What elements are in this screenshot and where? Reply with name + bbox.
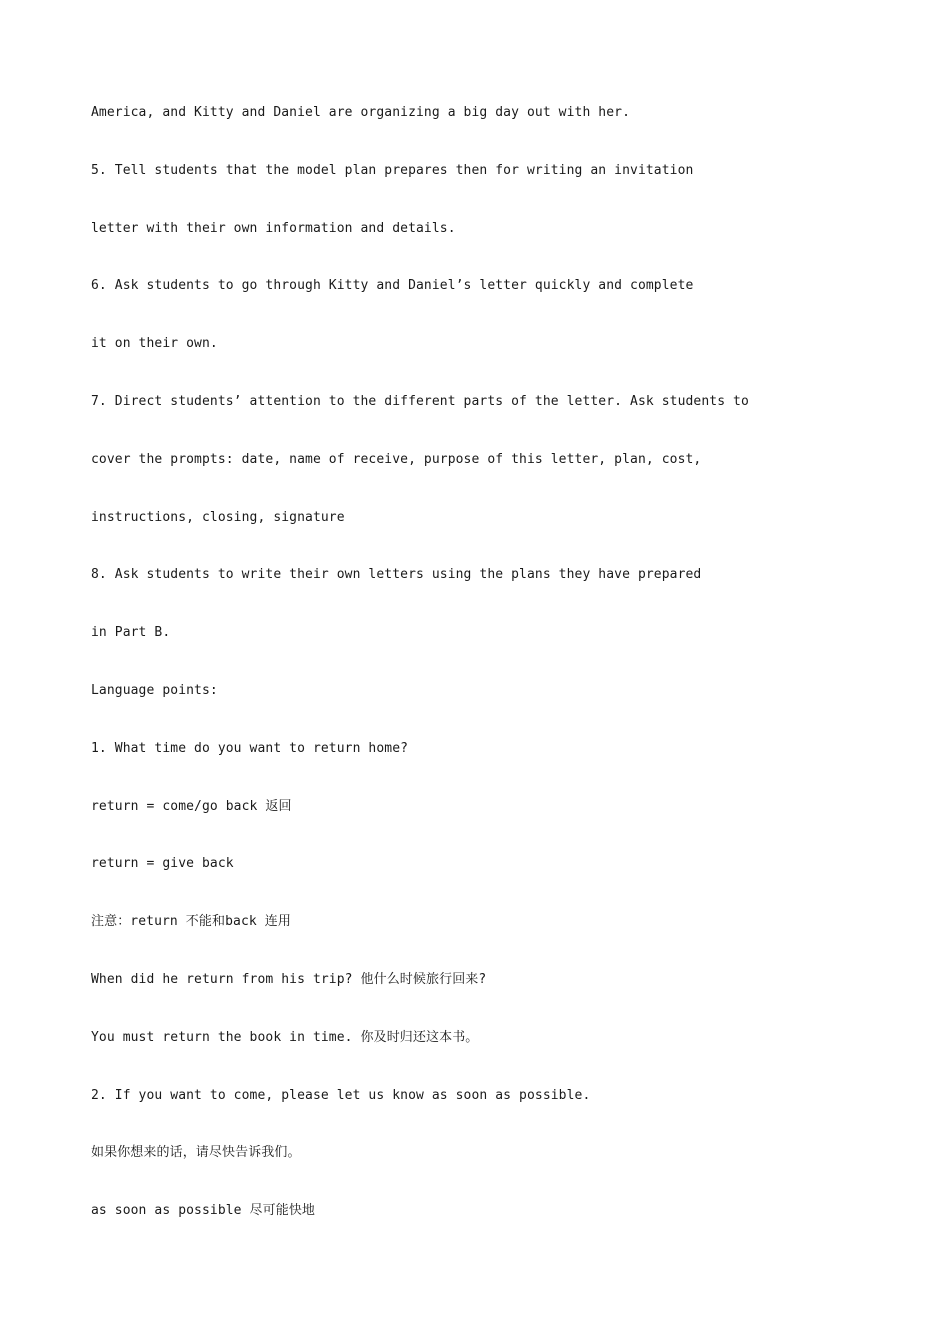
text-line: in Part B.	[91, 625, 171, 641]
text-line: 8. Ask students to write their own letters using the plans they have prepared	[91, 567, 702, 583]
text-line: as soon as possible 尽可能快地	[91, 1203, 316, 1219]
text-line: 7. Direct students’ attention to the different parts of the letter. Ask students to	[91, 393, 749, 409]
text-line: America, and Kitty and Daniel are organizing a big day out with her.	[91, 105, 631, 120]
text-line: When did he return from his trip? 他什么时候旅行回来?	[91, 971, 487, 987]
text-line: letter with their own information and details.	[91, 220, 456, 236]
text-line: 注意：return 不能和back 连用	[91, 914, 291, 930]
text-line: instructions, closing, signature	[91, 509, 345, 525]
document-body	[91, 102, 891, 1258]
text-line: return = come/go back 返回	[91, 798, 292, 814]
text-line: return = give back	[91, 856, 234, 872]
text-line: cover the prompts: date, name of receive, purpose of this letter, plan, cost,	[91, 451, 702, 467]
text-line: it on their own.	[91, 336, 218, 352]
text-line: You must return the book in time. 你及时归还这本书。	[91, 1029, 479, 1045]
text-line: 2. If you want to come, please let us know as soon as possible.	[91, 1087, 591, 1103]
text-line: 如果你想来的话，请尽快告诉我们。	[91, 1145, 301, 1161]
text-line: 5. Tell students that the model plan prepares then for writing an invitation	[91, 162, 694, 178]
text-line: 1. What time do you want to return home?	[91, 740, 409, 756]
text-line: 6. Ask students to go through Kitty and Daniel’s letter quickly and complete	[91, 278, 694, 294]
section-heading: Language points:	[91, 682, 218, 698]
